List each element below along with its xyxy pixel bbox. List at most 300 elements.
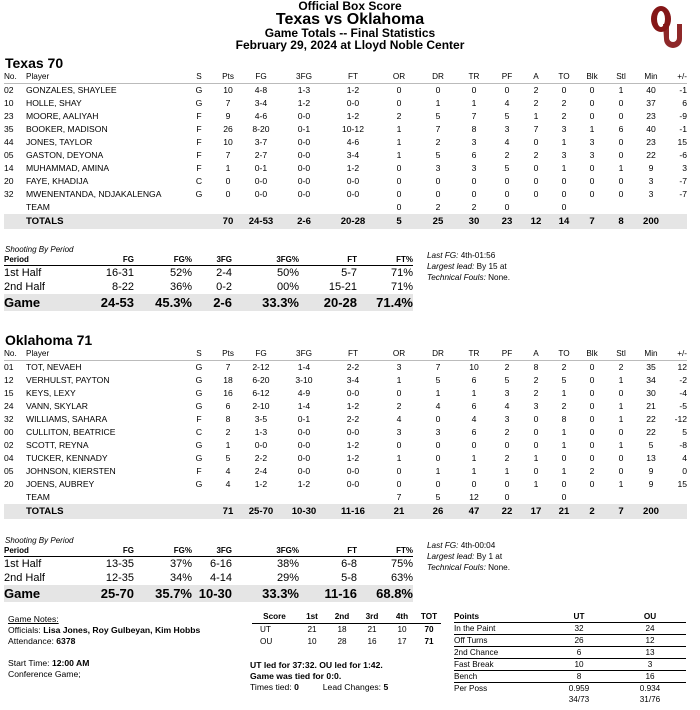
player-tr: 2 bbox=[471, 202, 477, 212]
col-header-fg3: 3FG bbox=[280, 70, 328, 84]
col-header-stl: Stl bbox=[606, 347, 636, 361]
player-starter: F bbox=[196, 124, 202, 134]
player-blk: 0 bbox=[589, 375, 595, 385]
totals-to: 21 bbox=[550, 504, 578, 519]
player-tr: 0 bbox=[471, 85, 477, 95]
player-fg: 0-1 bbox=[254, 163, 268, 173]
col-header-plus-minus: +/- bbox=[666, 70, 687, 84]
totals-pf: 22 bbox=[492, 504, 522, 519]
player-stl: 0 bbox=[618, 176, 624, 186]
report-title: Official Box Score bbox=[298, 0, 402, 13]
col-header-fg3: 3FG bbox=[280, 347, 328, 361]
sp-period: 2nd Half bbox=[4, 572, 45, 584]
player-ft: 0-0 bbox=[346, 98, 360, 108]
player-min: 23 bbox=[646, 111, 656, 121]
player-ft bbox=[328, 491, 378, 504]
sp-fg: 12-35 bbox=[105, 572, 134, 584]
points-header-row bbox=[454, 611, 686, 623]
player-blk: 1 bbox=[589, 124, 595, 134]
sp-header-fg: FG bbox=[64, 545, 134, 557]
player-blk: 3 bbox=[589, 137, 595, 147]
player-fg3: 0-0 bbox=[297, 427, 311, 437]
totals-a: 12 bbox=[522, 214, 550, 229]
player-fg: 3-4 bbox=[254, 98, 268, 108]
score-row bbox=[252, 636, 441, 648]
team-title-texas: Texas 70 bbox=[5, 55, 64, 71]
totals-or: 5 bbox=[378, 214, 420, 229]
sp-fg3: 0-2 bbox=[216, 281, 232, 293]
player-a: 0 bbox=[533, 189, 539, 199]
player-stl: 1 bbox=[618, 163, 624, 173]
player-stl: 1 bbox=[618, 401, 624, 411]
player-tr: 0 bbox=[471, 189, 477, 199]
sp-fg3: 6-16 bbox=[209, 558, 232, 570]
player-blk: 0 bbox=[589, 479, 595, 489]
player-fg: 8-20 bbox=[252, 124, 270, 134]
player-dr: 5 bbox=[435, 375, 441, 385]
player-starter: G bbox=[195, 440, 203, 450]
points-row bbox=[454, 659, 686, 671]
player-fg3: 1-2 bbox=[297, 479, 311, 489]
player-player: FAYE, KHADIJA bbox=[26, 176, 89, 186]
player-or: 0 bbox=[396, 189, 402, 199]
player-or: 7 bbox=[396, 492, 402, 502]
player-player: JOENS, AUBREY bbox=[26, 479, 95, 489]
player-row bbox=[4, 149, 687, 162]
shooting-by-period-table-oklahoma bbox=[4, 545, 413, 602]
totals-blk: 2 bbox=[578, 504, 606, 519]
sp-header-fg3: 3FG bbox=[192, 545, 232, 557]
col-header-to: TO bbox=[550, 347, 578, 361]
player-pts bbox=[214, 201, 242, 214]
box-score-table-texas bbox=[4, 70, 687, 229]
player-starter: G bbox=[195, 453, 203, 463]
player-starter: G bbox=[195, 85, 203, 95]
player-starter: G bbox=[195, 388, 203, 398]
player-fg3: 0-0 bbox=[297, 163, 311, 173]
score-q4: 17 bbox=[397, 637, 407, 646]
points-ut: 26 bbox=[544, 635, 614, 647]
totals-min: 200 bbox=[636, 504, 666, 519]
player-stl: 1 bbox=[618, 479, 624, 489]
player-a: 1 bbox=[533, 453, 539, 463]
lead-summary bbox=[250, 660, 450, 693]
player-fg3: 1-3 bbox=[297, 85, 311, 95]
game-notes bbox=[8, 614, 248, 680]
sp-ft: 6-8 bbox=[341, 558, 357, 570]
points-ut: 10 bbox=[544, 659, 614, 671]
player-no: 05 bbox=[4, 150, 14, 160]
player-fg: 1-3 bbox=[254, 427, 268, 437]
last-fg-label: Last FG: bbox=[427, 251, 459, 260]
col-header-pf: PF bbox=[492, 347, 522, 361]
sp-game-fg3-pct: 33.3% bbox=[232, 585, 299, 602]
player-or: 3 bbox=[396, 427, 402, 437]
player-player: TEAM bbox=[26, 492, 50, 502]
player-pf: 3 bbox=[504, 414, 510, 424]
sp-period: 1st Half bbox=[4, 267, 42, 279]
totals-fg: 24-53 bbox=[242, 214, 280, 229]
player-starter: F bbox=[196, 111, 202, 121]
totals-stl: 8 bbox=[606, 214, 636, 229]
player-min: 22 bbox=[646, 150, 656, 160]
player-row bbox=[4, 465, 687, 478]
col-header-blk: Blk bbox=[578, 70, 606, 84]
sp-ft: 5-7 bbox=[341, 267, 357, 279]
points-row bbox=[454, 671, 686, 683]
player-no: 04 bbox=[4, 453, 14, 463]
sp-header-ft: FT bbox=[299, 545, 357, 557]
totals-tr: 30 bbox=[456, 214, 492, 229]
sp-fg: 16-31 bbox=[105, 267, 134, 279]
team-notes-oklahoma bbox=[427, 540, 510, 573]
player-player: JONES, TAYLOR bbox=[26, 137, 93, 147]
sp-game-ft: 11-16 bbox=[299, 585, 357, 602]
player-pf: 4 bbox=[504, 401, 510, 411]
player-tr: 8 bbox=[471, 124, 477, 134]
col-header-ft: FT bbox=[328, 70, 378, 84]
totals-plus-minus bbox=[666, 214, 687, 229]
totals-fg: 25-70 bbox=[242, 504, 280, 519]
player-min: 3 bbox=[648, 176, 654, 186]
player-plus-minus: 6 bbox=[682, 98, 687, 108]
player-stl: 0 bbox=[618, 111, 624, 121]
player-a: 2 bbox=[533, 388, 539, 398]
player-blk: 0 bbox=[589, 414, 595, 424]
player-plus-minus: -7 bbox=[679, 176, 687, 186]
totals-no bbox=[4, 214, 26, 229]
sp-game-fg-pct: 45.3% bbox=[134, 294, 192, 311]
attendance-label: Attendance: bbox=[8, 636, 54, 646]
player-or: 0 bbox=[396, 440, 402, 450]
shooting-game-row bbox=[4, 294, 413, 311]
sp-header-period: Period bbox=[4, 254, 64, 266]
col-header-dr: DR bbox=[420, 70, 456, 84]
col-header-a: A bbox=[522, 70, 550, 84]
col-header-fg: FG bbox=[242, 347, 280, 361]
player-a: 0 bbox=[533, 427, 539, 437]
player-player: HOLLE, SHAY bbox=[26, 98, 82, 108]
per-poss-ou: 0.934 bbox=[639, 684, 661, 693]
player-row bbox=[4, 162, 687, 175]
sp-header-fg3: 3FG bbox=[192, 254, 232, 266]
points-ou: 3 bbox=[614, 659, 686, 671]
player-stl: 0 bbox=[618, 388, 624, 398]
sp-period: 1st Half bbox=[4, 558, 42, 570]
largest-lead-value: By 15 at bbox=[476, 262, 507, 271]
player-stl: 0 bbox=[618, 150, 624, 160]
player-player: CULLITON, BEATRICE bbox=[26, 427, 116, 437]
last-fg-value: 4th-01:56 bbox=[460, 251, 496, 260]
player-no: 20 bbox=[4, 479, 14, 489]
player-starter: F bbox=[196, 150, 202, 160]
player-stl: 2 bbox=[618, 362, 624, 372]
player-fg3: 1-4 bbox=[297, 362, 311, 372]
col-header-tr: TR bbox=[456, 70, 492, 84]
totals-starter bbox=[184, 214, 214, 229]
points-ou: 13 bbox=[614, 647, 686, 659]
col-header-fg: FG bbox=[242, 70, 280, 84]
player-row bbox=[4, 439, 687, 452]
col-header-min: Min bbox=[636, 347, 666, 361]
player-tr: 4 bbox=[471, 414, 477, 424]
sp-ft: 15-21 bbox=[328, 281, 357, 293]
player-stl: 0 bbox=[618, 98, 624, 108]
score-header-q3: 3rd bbox=[357, 611, 387, 624]
totals-fg3: 10-30 bbox=[280, 504, 328, 519]
player-tr: 10 bbox=[469, 362, 479, 372]
player-to: 0 bbox=[561, 85, 567, 95]
totals-no bbox=[4, 504, 26, 519]
sp-fg3-pct: 50% bbox=[276, 267, 299, 279]
start-time-label: Start Time: bbox=[8, 658, 50, 668]
player-dr: 0 bbox=[435, 414, 441, 424]
player-ft: 0-0 bbox=[346, 427, 360, 437]
player-to: 3 bbox=[561, 124, 567, 134]
player-fg3: 0-0 bbox=[297, 176, 311, 186]
player-fg bbox=[242, 491, 280, 504]
shooting-row bbox=[4, 280, 413, 294]
player-starter: C bbox=[195, 427, 203, 437]
shooting-by-period-title: Shooting By Period bbox=[5, 245, 74, 254]
sp-header-ft-pct: FT% bbox=[357, 254, 413, 266]
player-blk: 0 bbox=[589, 111, 595, 121]
sp-header-period: Period bbox=[4, 545, 64, 557]
game-notes-title: Game Notes: bbox=[8, 614, 59, 624]
sp-game-fg: 25-70 bbox=[64, 585, 134, 602]
totals-tr: 47 bbox=[456, 504, 492, 519]
player-blk: 0 bbox=[589, 440, 595, 450]
player-player: KEYS, LEXY bbox=[26, 388, 76, 398]
sp-fg-pct: 36% bbox=[169, 281, 192, 293]
totals-dr: 25 bbox=[420, 214, 456, 229]
player-plus-minus: -7 bbox=[679, 189, 687, 199]
sp-header-fg3-pct: 3FG% bbox=[232, 254, 299, 266]
score-team: OU bbox=[260, 637, 273, 646]
sp-header-fg-pct: FG% bbox=[134, 545, 192, 557]
score-header-q2: 2nd bbox=[327, 611, 357, 624]
player-starter bbox=[184, 201, 214, 214]
player-starter: G bbox=[195, 479, 203, 489]
totals-fg3: 2-6 bbox=[280, 214, 328, 229]
player-dr: 0 bbox=[435, 453, 441, 463]
player-player: GONZALES, SHAYLEE bbox=[26, 85, 117, 95]
player-starter: G bbox=[195, 375, 203, 385]
player-pf: 3 bbox=[504, 388, 510, 398]
points-breakdown-table bbox=[454, 611, 686, 705]
player-fg: 1-2 bbox=[254, 479, 268, 489]
player-plus-minus: 5 bbox=[682, 427, 687, 437]
sp-header-fg: FG bbox=[64, 254, 134, 266]
sp-ft-pct: 71% bbox=[390, 267, 413, 279]
tied-time-line: Game was tied for 0:0. bbox=[250, 671, 342, 681]
points-ut: 8 bbox=[544, 671, 614, 683]
player-dr: 5 bbox=[435, 492, 441, 502]
player-to: 0 bbox=[561, 453, 567, 463]
player-starter: G bbox=[195, 98, 203, 108]
player-min: 34 bbox=[646, 375, 656, 385]
player-tr: 0 bbox=[471, 479, 477, 489]
player-starter: G bbox=[195, 401, 203, 411]
totals-blk: 7 bbox=[578, 214, 606, 229]
player-fg3: 0-0 bbox=[297, 453, 311, 463]
player-row bbox=[4, 387, 687, 400]
player-row bbox=[4, 400, 687, 413]
player-a: 2 bbox=[533, 85, 539, 95]
col-header-no: No. bbox=[4, 347, 26, 361]
sp-ft-pct: 71% bbox=[390, 281, 413, 293]
player-pf: 4 bbox=[504, 98, 510, 108]
player-min: 5 bbox=[648, 440, 654, 450]
player-to: 0 bbox=[561, 189, 567, 199]
player-fg: 6-20 bbox=[252, 375, 270, 385]
player-pts: 18 bbox=[223, 375, 233, 385]
col-header-player: Player bbox=[26, 70, 184, 84]
col-header-tr: TR bbox=[456, 347, 492, 361]
player-pf: 5 bbox=[504, 375, 510, 385]
player-or: 2 bbox=[396, 401, 402, 411]
player-stl bbox=[606, 491, 636, 504]
player-player: MOORE, AALIYAH bbox=[26, 111, 99, 121]
col-header-blk: Blk bbox=[578, 347, 606, 361]
player-a: 0 bbox=[533, 466, 539, 476]
player-plus-minus: 0 bbox=[682, 466, 687, 476]
player-fg: 3-7 bbox=[254, 137, 268, 147]
player-pf: 1 bbox=[504, 466, 510, 476]
player-fg3: 1-2 bbox=[297, 98, 311, 108]
totals-dr: 26 bbox=[420, 504, 456, 519]
player-player: WILLIAMS, SAHARA bbox=[26, 414, 108, 424]
player-fg3: 0-0 bbox=[297, 440, 311, 450]
player-min: 40 bbox=[646, 124, 656, 134]
player-to: 2 bbox=[561, 98, 567, 108]
player-min: 37 bbox=[646, 98, 656, 108]
player-pf: 0 bbox=[504, 189, 510, 199]
player-min: 21 bbox=[646, 401, 656, 411]
player-starter: G bbox=[195, 362, 203, 372]
player-no: 05 bbox=[4, 466, 14, 476]
points-category: Off Turns bbox=[454, 635, 544, 647]
player-pf: 0 bbox=[504, 492, 510, 502]
points-category: Fast Break bbox=[454, 659, 544, 671]
sp-period: 2nd Half bbox=[4, 281, 45, 293]
col-header-ft: FT bbox=[328, 347, 378, 361]
col-header-starter: S bbox=[184, 347, 214, 361]
player-dr: 0 bbox=[435, 176, 441, 186]
col-header-or: OR bbox=[378, 347, 420, 361]
player-ft: 3-4 bbox=[346, 375, 360, 385]
player-or: 0 bbox=[396, 202, 402, 212]
player-row bbox=[4, 374, 687, 387]
player-dr: 0 bbox=[435, 479, 441, 489]
player-ft: 0-0 bbox=[346, 479, 360, 489]
player-fg: 2-2 bbox=[254, 453, 268, 463]
points-category: Bench bbox=[454, 671, 544, 683]
player-plus-minus bbox=[666, 491, 687, 504]
totals-player: TOTALS bbox=[26, 504, 184, 519]
player-plus-minus: -5 bbox=[679, 401, 687, 411]
player-a: 0 bbox=[533, 176, 539, 186]
player-fg3 bbox=[280, 201, 328, 214]
player-to: 1 bbox=[561, 427, 567, 437]
player-or: 0 bbox=[396, 85, 402, 95]
per-poss-ut-detail: 34/73 bbox=[568, 695, 590, 704]
player-dr: 3 bbox=[435, 427, 441, 437]
player-tr: 1 bbox=[471, 388, 477, 398]
player-fg: 4-6 bbox=[254, 111, 268, 121]
player-row bbox=[4, 110, 687, 123]
officials-label: Officials: bbox=[8, 625, 41, 635]
player-pts: 0 bbox=[225, 189, 231, 199]
sp-fg3-pct: 29% bbox=[276, 572, 299, 584]
player-min bbox=[636, 201, 666, 214]
player-plus-minus: -4 bbox=[679, 388, 687, 398]
player-to: 1 bbox=[561, 388, 567, 398]
totals-plus-minus bbox=[666, 504, 687, 519]
player-a: 1 bbox=[533, 479, 539, 489]
player-a: 0 bbox=[533, 440, 539, 450]
col-header-pts: Pts bbox=[214, 347, 242, 361]
player-row bbox=[4, 426, 687, 439]
player-stl: 1 bbox=[618, 440, 624, 450]
player-min: 40 bbox=[646, 85, 656, 95]
score-total: 70 bbox=[424, 625, 434, 634]
box-header-row bbox=[4, 70, 687, 84]
player-pts: 8 bbox=[225, 414, 231, 424]
player-ft: 3-4 bbox=[346, 150, 360, 160]
player-fg3: 3-10 bbox=[295, 375, 313, 385]
player-min: 9 bbox=[648, 466, 654, 476]
player-fg: 0-0 bbox=[254, 440, 268, 450]
player-fg: 4-8 bbox=[254, 85, 268, 95]
player-fg3: 1-4 bbox=[297, 401, 311, 411]
totals-to: 14 bbox=[550, 214, 578, 229]
player-to: 8 bbox=[561, 414, 567, 424]
points-ut: 6 bbox=[544, 647, 614, 659]
sp-fg: 13-35 bbox=[105, 558, 134, 570]
player-or: 0 bbox=[396, 98, 402, 108]
player-dr: 4 bbox=[435, 401, 441, 411]
player-player: BOOKER, MADISON bbox=[26, 124, 108, 134]
player-row bbox=[4, 361, 687, 375]
score-q2: 28 bbox=[337, 637, 347, 646]
player-a: 0 bbox=[533, 414, 539, 424]
sp-fg3: 2-4 bbox=[216, 267, 232, 279]
sp-game-ft-pct: 71.4% bbox=[357, 294, 413, 311]
player-or: 0 bbox=[396, 163, 402, 173]
col-header-pts: Pts bbox=[214, 70, 242, 84]
player-a: 7 bbox=[533, 124, 539, 134]
per-possession-row bbox=[454, 683, 686, 695]
player-ft: 1-2 bbox=[346, 163, 360, 173]
player-a bbox=[522, 201, 550, 214]
player-tr: 6 bbox=[471, 427, 477, 437]
score-row bbox=[252, 624, 441, 637]
player-row bbox=[4, 201, 687, 214]
player-fg3: 4-9 bbox=[297, 388, 311, 398]
totals-pts: 71 bbox=[214, 504, 242, 519]
matchup-title: Texas vs Oklahoma bbox=[275, 11, 425, 28]
player-fg3: 0-1 bbox=[297, 124, 311, 134]
sp-header-ft-pct: FT% bbox=[357, 545, 413, 557]
col-header-or: OR bbox=[378, 70, 420, 84]
player-pts: 10 bbox=[223, 85, 233, 95]
times-tied-value: 0 bbox=[294, 682, 299, 692]
col-header-plus-minus: +/- bbox=[666, 347, 687, 361]
player-dr: 7 bbox=[435, 124, 441, 134]
shooting-row bbox=[4, 557, 413, 572]
player-pf: 0 bbox=[504, 176, 510, 186]
